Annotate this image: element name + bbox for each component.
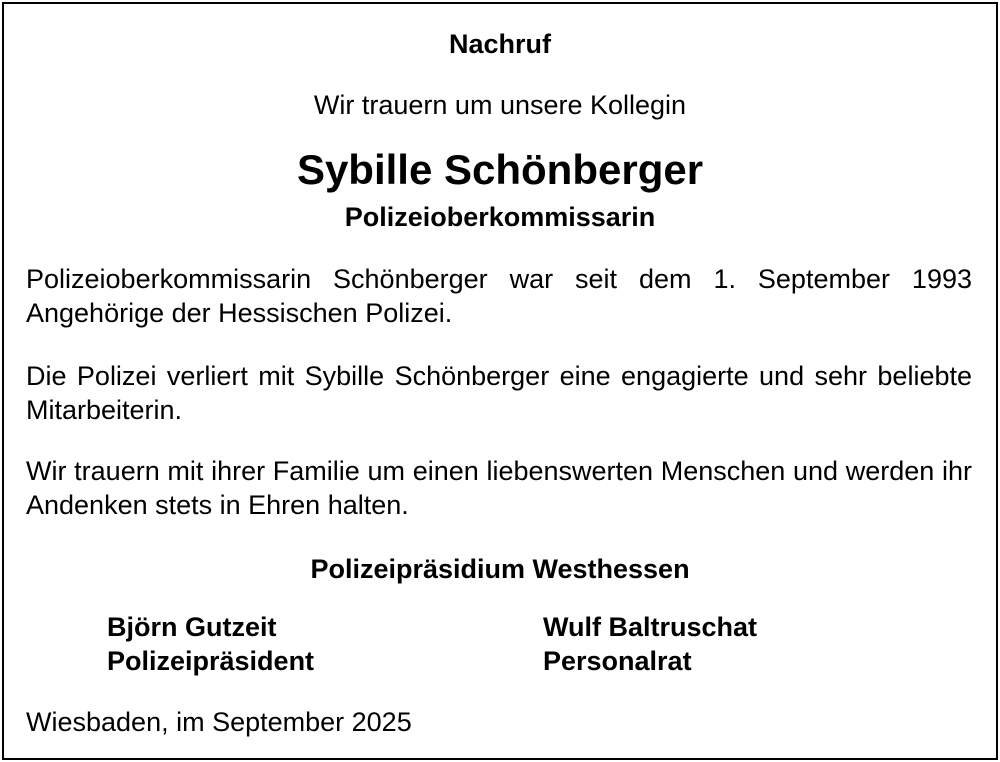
notice-heading: Nachruf [448, 29, 551, 59]
paragraph-service: Polizeioberkommissarin Schönberger war seit dem 1. September 1993 Angehörige der Hessischen Polizei. [26, 264, 972, 328]
paragraph-condolence: Wir trauern mit ihrer Familie um einen liebenswerten Menschen und werden ihr Andenken stets in Ehren halten. [26, 456, 972, 520]
signatory-name: Wulf Baltruschat [543, 612, 758, 642]
deceased-name: Sybille Schönberger [296, 146, 704, 193]
signatory-name: Björn Gutzeit [107, 612, 277, 642]
intro-line: Wir trauern um unsere Kollegin [313, 90, 687, 120]
obituary-notice [2, 2, 998, 760]
deceased-rank: Polizeioberkommissarin [344, 202, 656, 232]
organization-name: Polizeipräsidium Westhessen [310, 554, 690, 584]
signatory-right [543, 610, 757, 678]
signatory-left [107, 610, 314, 678]
paragraph-tribute: Die Polizei verliert mit Sybille Schönberger eine engagierte und sehr beliebte Mitarbeiterin. [26, 361, 972, 425]
signatory-title: Polizeipräsident [107, 646, 315, 676]
place-and-date: Wiesbaden, im September 2025 [26, 707, 412, 737]
signatory-title: Personalrat [543, 646, 692, 676]
